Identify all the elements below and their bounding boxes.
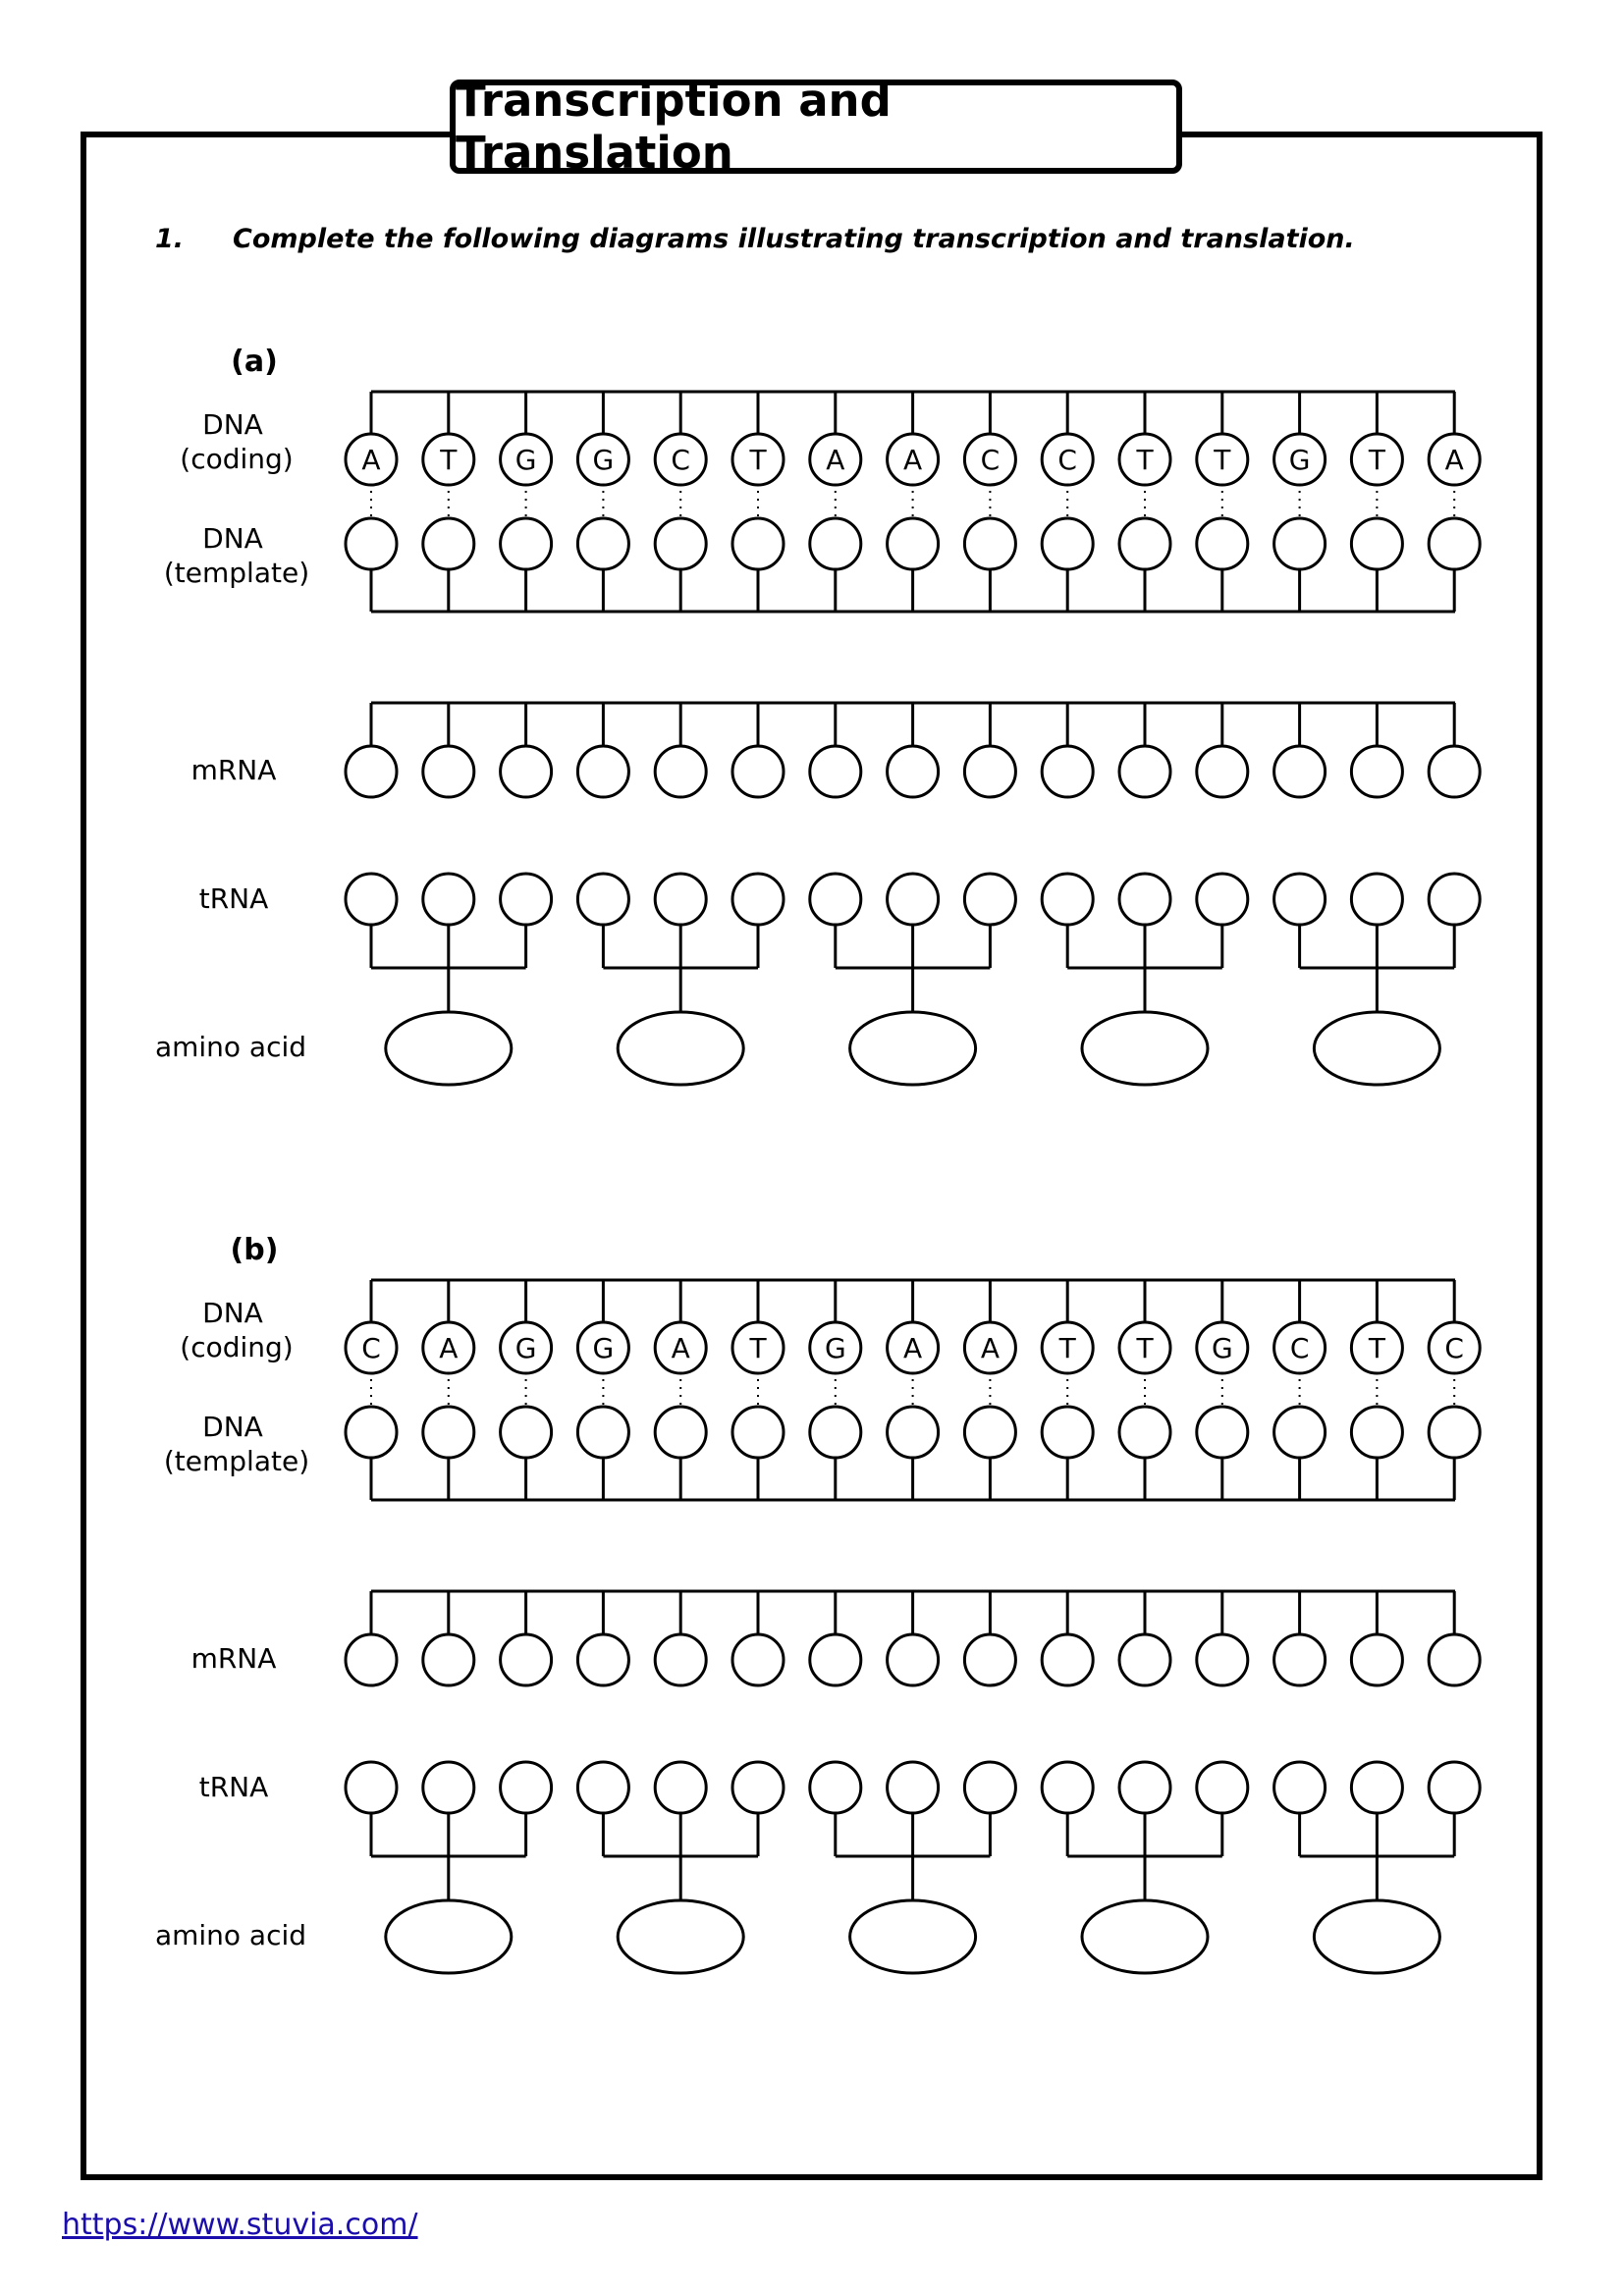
trna-base-circle (423, 874, 474, 925)
trna-base-circle (1119, 874, 1170, 925)
coding-base-letter: A (903, 1332, 923, 1364)
mrna-base-circle (1351, 1634, 1402, 1685)
amino-acid-oval (618, 1012, 743, 1085)
coding-base-letter: A (1444, 444, 1464, 476)
template-base-circle (810, 518, 861, 569)
coding-label: (coding) (180, 443, 294, 475)
coding-base-letter: T (1058, 1332, 1076, 1364)
coding-base-letter: G (514, 1332, 537, 1364)
coding-base-letter: G (592, 1332, 615, 1364)
mrna-base-circle (1119, 1634, 1170, 1685)
mrna-base-circle (577, 1634, 628, 1685)
trna-base-circle (577, 874, 628, 925)
coding-base-letter: T (440, 444, 458, 476)
template-base-circle (1274, 1407, 1326, 1458)
coding-base-letter: T (749, 444, 767, 476)
trna-base-circle (501, 874, 552, 925)
template-base-circle (346, 518, 397, 569)
coding-base-letter: C (1057, 444, 1077, 476)
coding-base-letter: T (1214, 444, 1231, 476)
dna-coding-label: DNA (202, 1297, 263, 1329)
coding-base-letter: T (1368, 444, 1385, 476)
template-base-circle (1042, 1407, 1093, 1458)
amino-acid-oval (1082, 1012, 1208, 1085)
template-base-circle (1274, 518, 1326, 569)
mrna-base-circle (655, 746, 706, 797)
trna-base-circle (1429, 1762, 1480, 1813)
mrna-base-circle (732, 1634, 784, 1685)
mrna-label: mRNA (190, 754, 277, 786)
trna-base-circle (732, 874, 784, 925)
amino-acid-oval (850, 1012, 976, 1085)
dna-coding-label: DNA (202, 408, 263, 441)
mrna-base-circle (1351, 746, 1402, 797)
amino-acid-oval (386, 1012, 512, 1085)
template-base-circle (1119, 1407, 1170, 1458)
trna-base-circle (577, 1762, 628, 1813)
template-base-circle (577, 518, 628, 569)
template-base-circle (732, 518, 784, 569)
amino-acid-oval (618, 1900, 743, 1973)
mrna-base-circle (1197, 1634, 1248, 1685)
amino-acid-label: amino acid (154, 1919, 307, 1951)
trna-base-circle (810, 874, 861, 925)
coding-base-letter: C (671, 444, 690, 476)
mrna-base-circle (732, 746, 784, 797)
coding-base-letter: C (980, 444, 1001, 476)
mrna-base-circle (423, 746, 474, 797)
trna-base-circle (346, 1762, 397, 1813)
template-base-circle (732, 1407, 784, 1458)
trna-base-circle (501, 1762, 552, 1813)
template-base-circle (423, 518, 474, 569)
coding-base-letter: A (671, 1332, 690, 1364)
trna-base-circle (1197, 874, 1248, 925)
amino-acid-oval (1314, 1900, 1439, 1973)
amino-acid-oval (386, 1900, 512, 1973)
mrna-base-circle (1119, 746, 1170, 797)
coding-base-letter: G (1211, 1332, 1233, 1364)
template-base-circle (423, 1407, 474, 1458)
dna-template-label: DNA (202, 1411, 263, 1443)
mrna-base-circle (1274, 1634, 1326, 1685)
trna-base-circle (964, 874, 1015, 925)
template-base-circle (655, 518, 706, 569)
mrna-base-circle (1197, 746, 1248, 797)
mrna-base-circle (577, 746, 628, 797)
source-link[interactable]: https://www.stuvia.com/ (62, 2208, 418, 2242)
coding-base-letter: A (903, 444, 923, 476)
mrna-base-circle (346, 746, 397, 797)
trna-base-circle (1274, 874, 1326, 925)
coding-base-letter: G (1288, 444, 1311, 476)
mrna-base-circle (1042, 746, 1093, 797)
template-label: (template) (163, 557, 310, 589)
section-label: (a) (231, 345, 278, 379)
template-base-circle (964, 1407, 1015, 1458)
amino-acid-oval (1314, 1012, 1439, 1085)
template-base-circle (1197, 1407, 1248, 1458)
coding-base-letter: T (749, 1332, 767, 1364)
mrna-base-circle (964, 1634, 1015, 1685)
coding-base-letter: A (826, 444, 845, 476)
mrna-base-circle (1274, 746, 1326, 797)
trna-base-circle (964, 1762, 1015, 1813)
trna-base-circle (655, 874, 706, 925)
mrna-base-circle (501, 1634, 552, 1685)
mrna-base-circle (1429, 746, 1480, 797)
section-b (155, 1233, 1480, 1973)
template-base-circle (1351, 1407, 1402, 1458)
template-base-circle (888, 1407, 939, 1458)
template-base-circle (1429, 518, 1480, 569)
trna-base-circle (810, 1762, 861, 1813)
template-label: (template) (163, 1445, 310, 1477)
coding-base-letter: A (361, 444, 381, 476)
trna-base-circle (1351, 874, 1402, 925)
template-base-circle (810, 1407, 861, 1458)
amino-acid-oval (850, 1900, 976, 1973)
template-base-circle (1197, 518, 1248, 569)
mrna-base-circle (655, 1634, 706, 1685)
mrna-base-circle (1042, 1634, 1093, 1685)
template-base-circle (655, 1407, 706, 1458)
trna-base-circle (1197, 1762, 1248, 1813)
amino-acid-oval (1082, 1900, 1208, 1973)
coding-label: (coding) (180, 1331, 294, 1363)
coding-base-letter: G (592, 444, 615, 476)
mrna-base-circle (423, 1634, 474, 1685)
mrna-base-circle (810, 1634, 861, 1685)
coding-base-letter: G (514, 444, 537, 476)
coding-base-letter: A (980, 1332, 1000, 1364)
section-label: (b) (230, 1233, 279, 1267)
trna-base-circle (732, 1762, 784, 1813)
trna-base-circle (1429, 874, 1480, 925)
template-base-circle (964, 518, 1015, 569)
coding-base-letter: C (1289, 1332, 1310, 1364)
coding-base-letter: C (361, 1332, 381, 1364)
trna-base-circle (888, 874, 939, 925)
template-base-circle (1429, 1407, 1480, 1458)
mrna-base-circle (888, 1634, 939, 1685)
mrna-base-circle (888, 746, 939, 797)
section-a (155, 345, 1480, 1085)
mrna-base-circle (346, 1634, 397, 1685)
coding-base-letter: T (1136, 1332, 1154, 1364)
trna-base-circle (655, 1762, 706, 1813)
template-base-circle (1119, 518, 1170, 569)
template-base-circle (501, 518, 552, 569)
trna-base-circle (1351, 1762, 1402, 1813)
page-title: Transcription and Translation (450, 80, 1182, 174)
coding-base-letter: A (439, 1332, 459, 1364)
template-base-circle (346, 1407, 397, 1458)
mrna-base-circle (501, 746, 552, 797)
question-number: 1. (155, 224, 185, 254)
trna-base-circle (1119, 1762, 1170, 1813)
trna-base-circle (1042, 1762, 1093, 1813)
coding-base-letter: T (1136, 444, 1154, 476)
coding-base-letter: C (1444, 1332, 1464, 1364)
trna-base-circle (346, 874, 397, 925)
template-base-circle (1042, 518, 1093, 569)
trna-base-circle (423, 1762, 474, 1813)
coding-base-letter: T (1368, 1332, 1385, 1364)
template-base-circle (577, 1407, 628, 1458)
mrna-base-circle (964, 746, 1015, 797)
trna-base-circle (888, 1762, 939, 1813)
coding-base-letter: G (824, 1332, 846, 1364)
mrna-label: mRNA (190, 1642, 277, 1675)
question-text: Complete the following diagrams illustrating transcription and translation. (233, 224, 1355, 254)
trna-base-circle (1274, 1762, 1326, 1813)
template-base-circle (1351, 518, 1402, 569)
dna-template-label: DNA (202, 522, 263, 555)
template-base-circle (501, 1407, 552, 1458)
trna-base-circle (1042, 874, 1093, 925)
mrna-base-circle (810, 746, 861, 797)
trna-label: tRNA (198, 1771, 269, 1803)
trna-label: tRNA (198, 882, 269, 915)
template-base-circle (888, 518, 939, 569)
amino-acid-label: amino acid (154, 1031, 307, 1063)
mrna-base-circle (1429, 1634, 1480, 1685)
